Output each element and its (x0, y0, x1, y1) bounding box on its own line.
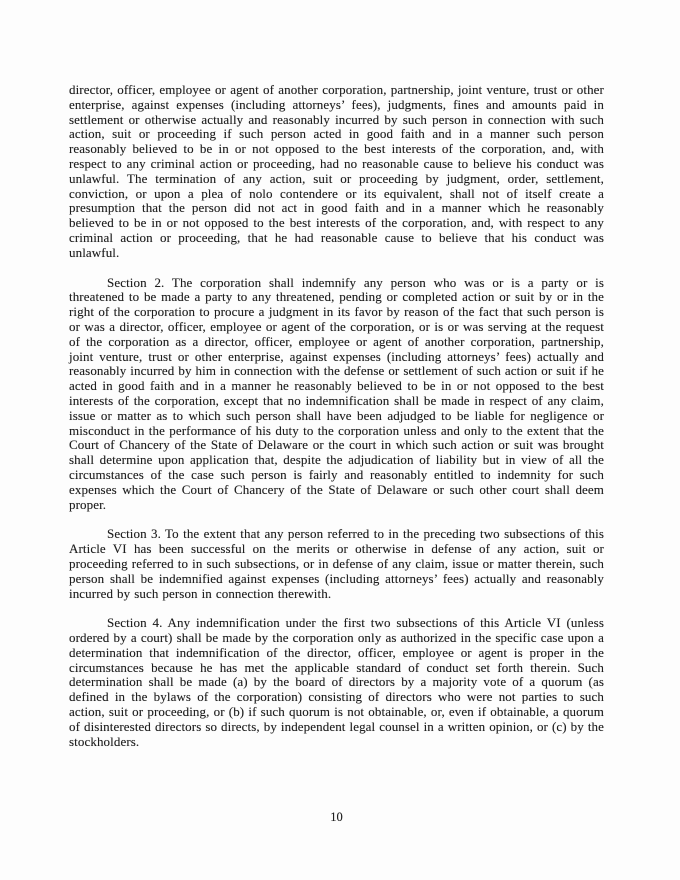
page-number: 10 (330, 810, 343, 824)
paragraph: Section 4. Any indemnification under the first two subsections of this Article VI (unless ordered by a court) shall be made by the corporation only as authorized in the specific case upon a determination that indemnification of the director, officer, employee or agent is proper in the circumstances because he has met the applicable standard of conduct set forth therein. Such determination shall be made (a) by the board of directors by a majority vote of a quorum (as defined in the bylaws of the corporation) consisting of directors who were not parties to such action, suit or proceeding, or (b) if such quorum is not obtainable, or, even if obtainable, a quorum of disinterested directors so directs, by independent legal counsel in a written opinion, or (c) by the stockholders. (69, 615, 604, 749)
paragraph: Section 3. To the extent that any person referred to in the preceding two subsections of this Article VI has been successful on the merits or otherwise in defense of any action, suit or proceeding referred to in such subsections, or in defense of any claim, issue or matter therein, such person shall be indemnified against expenses (including attorneys’ fees) actually and reasonably incurred by such person in connection therewith. (69, 526, 604, 601)
paragraph: Section 2. The corporation shall indemnify any person who was or is a party or is threatened to be made a party to any threatened, pending or completed action or suit by or in the right of the corporation to procure a judgment in its favor by reason of the fact that such person is or was a director, officer, employee or agent of the corporation, or is or was serving at the request of the corporation as a director, officer, employee or agent of another corporation, partnership, joint venture, trust or other enterprise, against expenses (including attorneys’ fees) actually and reasonably incurred by him in connection with the defense or settlement of such action or suit if he acted in good faith and in a manner he reasonably believed to be in or not opposed to the best interests of the corporation, except that no indemnification shall be made in respect of any claim, issue or matter as to which such person shall have been adjudged to be liable for negligence or misconduct in the performance of his duty to the corporation unless and only to the extent that the Court of Chancery of the State of Delaware or the court in which such action or suit was brought shall determine upon application that, despite the adjudication of liability but in view of all the circumstances of the case such person is fairly and reasonably entitled to indemnity for such expenses which the Court of Chancery of the State of Delaware or such other court shall deem proper. (69, 274, 604, 512)
document-body (69, 83, 604, 764)
paragraph: director, officer, employee or agent of another corporation, partnership, joint venture, trust or other enterprise, against expenses (including attorneys’ fees), judgments, fines and amounts paid in settlement or otherwise actually and reasonably incurred by such person in connection with such action, suit or proceeding if such person acted in good faith and in a manner such person reasonably believed to be in or not opposed to the best interests of the corporation, and, with respect to any criminal action or proceeding, had no reasonable cause to believe his conduct was unlawful. The termination of any action, suit or proceeding by judgment, order, settlement, conviction, or upon a plea of nolo contendere or its equivalent, shall not of itself create a presumption that the person did not act in good faith and in a manner which he reasonably believed to be in or not opposed to the best interests of the corporation, and, with respect to any criminal action or proceeding, that he had reasonable cause to believe that his conduct was unlawful. (69, 82, 604, 260)
